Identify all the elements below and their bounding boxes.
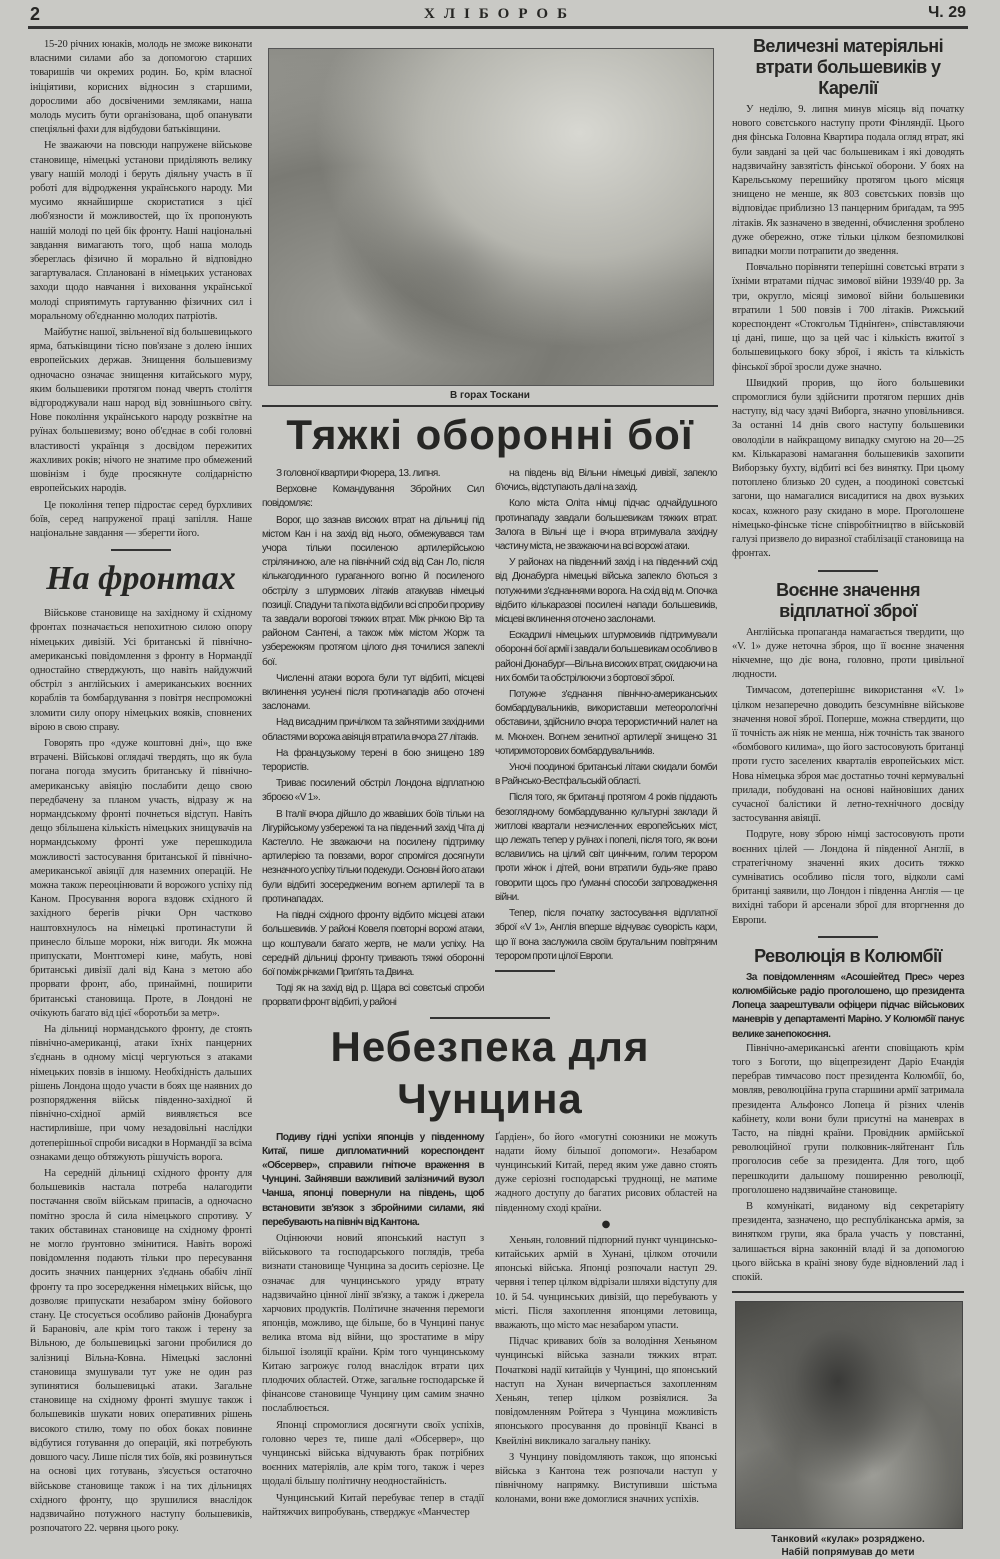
paragraph: Північно-американські аґенти сповіщають крім того з Боготи, що віцепрезидент Даріо Ечандія перебрав тимчасово пост президента Колюмбії, бо, мовляв, революційна група старшини армії затримала президента Альфонсо Лопеца й різних членів кабінету, коли вони були присутні на маневрах в Тасто, на півдні країни. Провідник армійської революційної групи полковник-ляйтенант Ґіль проголосив себе за президента. Для того, щоб перешкодити дальшому поширенню революції, проголошено надзвичайне становище.	[732, 1042, 964, 1196]
retaliation-headline: Воєнне значення відплатної зброї	[776, 579, 920, 621]
paragraph: Ескадрилі німецьких штурмовиків підтримували оборонні бої армії і завдали большевикам особливо в районі Дюнабург—Вільна високих втрат, скидаючи на них бомби та обстрілюючи з бортової зброї.	[495, 630, 717, 684]
paragraph: У районах на південний захід і на південний схід від Дюнабурга німецькі війська запекло б'ються з потужними з'єднаннями ворога. На схід від м. Опочка відбито кількаразові посилені напади большевиків, місцеві вклинення оточено заслонами.	[495, 557, 717, 626]
chungking-col2	[495, 1131, 717, 1508]
paragraph: На французькому терені в бою знищено 189 терористів.	[262, 747, 484, 774]
bullet-separator: ●	[601, 1218, 611, 1230]
paragraph: Подруге, нову зброю німці застосовують проти воєнних цілей — Лондона й південної Англії, в стратегічному значенні яких досить тяжко сумніватись особливо після того, відколи самі британці заявили, що Лондон і південна Англія — це вихідні табори й арсенали зброї для вторгнення до Европи.	[732, 829, 964, 926]
paragraph: Майбутнє нашої, звільненої від большевицького ярма, батьківщини тісно пов'язане з долею інших европейських держав. Знищення большевизму одночасно означає знищення китайського муру, яким большевики протягом понад чверть століття відгороджували наш народ від зовнішнього світу. Нове покоління українського народу розквітне на руїнах большевизму; воно об'єднає в собі головні властивості українця з досвідом пережитих жахливих років; нічого не знатиме про обмежений шовінізм і буде просякнуте солідарністю европейських народів.	[30, 327, 252, 495]
paragraph: Тоді як на захід від р. Щара всі совєтські спроби прорвати фронт відбиті, у районі	[262, 983, 484, 1009]
paragraph: В Італії вчора дійшло до жвавіших боїв тільки на Лігурійському узбережжі та на південний захід Чіта ді Кастелло. Не зважаючи на посилену підтримку артилерією та повзами, ворог спромігся досягнути незначного успіху тільки подекуди. Основні його атаки були відбиті зосередженим вогнем артилерії та в протинападах.	[262, 808, 484, 905]
paragraph: Не зважаючи на повсюди напружене військове становище, німецькі установи приділяють велику увагу нашій молоді і беруть діяльну участь в її роботі для відродження українського народу. Ми мусимо якнайширше скористатися з цієї люб'язности й можливостей, що їх пропонують нашій молоді по цей бік фронту. Наші національні завдання вимагають того, щоб наша молодь збереглась фізично й морально й відповідно загартувалася. Сплановані в німецьких установах заходи щодо навчання і виховання української молоді сприятимуть гартуванню фізичних сил і моральному об'єднанню молодих патріотів.	[30, 140, 252, 322]
newspaper-title: ХЛІБОРОБ	[424, 6, 576, 22]
paragraph: З головної квартири Фюрера, 13. липня.	[276, 468, 440, 479]
article-text	[495, 467, 717, 964]
middle-area	[262, 48, 718, 1520]
heavy-battles-col2	[495, 467, 717, 972]
article-text	[262, 1232, 484, 1520]
divider	[818, 936, 878, 938]
paragraph: Тимчасом, дотеперішнє використання «V. 1» цілком незаперечно доводить безсумнівне військове значення нової зброї. Поперше, можна ствердити, що її точність аж ніяк не менша, ніж точність так званого «бомбового килима», що його застосовують британці проти густо заселених кварталів европейських міст. Нова німецька зброя має достатньо точні кермувальні прилади, побудовані на основі найновіших даних сучасної балістики й летно-технічного досвіду застосування авіяції.	[732, 685, 964, 825]
colombia-article	[732, 1042, 964, 1285]
divider	[818, 570, 878, 572]
caption-line: Набій попрямував до мети	[781, 1547, 915, 1559]
article-text	[262, 467, 484, 1011]
paragraph: Численні атаки ворога були тут відбиті, місцеві вклинення усунені після протинападів або оточені заслонами.	[262, 672, 484, 713]
heavy-battles-headline: Тяжкі оборонні бої	[286, 411, 694, 458]
soldier-photo-caption	[732, 1533, 964, 1559]
colombia-headline: Революція в Колюмбії	[754, 945, 942, 966]
divider	[111, 549, 171, 551]
colombia-lead: За повідомленням «Асошіейтед Прес» через колюмбійське радіо проголошено, що президента Лопеца заарештували офіцери підчас військових маневрів у департаменті Маріно. У Колюмбії панує велике занепокоєння.	[732, 971, 964, 1040]
issue-number: Ч. 29	[928, 4, 966, 21]
paragraph: на південь від Вільни німецькі дивізії, запекло б'ючись, відступають далі на захід.	[495, 468, 717, 494]
paragraph: З Чунцину повідомляють також, що японські війська з Кантона теж розпочали наступ у північному напрямку. Виступивши шістьма колонами, вони вже домоглися значних успіхів.	[495, 1451, 717, 1506]
paragraph: В комунікаті, виданому від секретаріяту президента, зазначено, що республіканська армія, за винятком групи, яка брала участь у повстанні, залишається вірна законній владі й за допомогою цього війська в країні знову буде відновлений лад і спокій.	[732, 1201, 964, 1284]
youth-article	[30, 38, 252, 541]
paragraph: Потужне з'єднання північно-американських бомбардувальників, використавши метеорологічні обставини, здійснило вчора терористичний налет на м. Мюнхен. Вогнем зенитної артилерії знищено 31 чотиримоторових бомбардувальників.	[495, 689, 717, 757]
chungking-headline: Небезпека для Чунцина	[330, 1022, 650, 1122]
paragraph: Коло міста Оліта німці підчас одчайдушного протинападу завдали большевикам тяжких втрат. Залога в Вільні ще і вчора втримувала західну частину міста, не зважаючи на всі ворожі атаки.	[495, 498, 717, 553]
paragraph: Після того, як британці протягом 4 років піддають безоглядному бомбардуванню культурні заклади й житлові квартали незчисленних европейських міст, що лежать тепер у руїнах і попелі, після того, як вони вславились на цілий світ цинічним, голим терором проти жінок і дітей, вони втратили будь-яке право говорити щось про ґуманні способи запровадження війни.	[495, 792, 717, 903]
tuscany-photo	[268, 48, 714, 386]
soldier-photo	[735, 1301, 963, 1529]
paragraph: У неділю, 9. липня минув місяць від початку нового совєтського наступу проти Фінляндії. Цього дня фінська Головна Квартира подала огляд втрат, які були завдані за цей час большевикам і які доводять надзвичайну завзятість фінської оборони. У боях на Карельському перешийку протягом цього місяця знищено не менше, як 803 совєтських повзів що відповідає приблизно 13 панцерним бриґадам, та 995 літаків. Як зазначено в зведенні, обчислення зроблено дуже обережно, отже тільки цілком безпомилкові випадки могли потрапити до зведення.	[732, 104, 964, 258]
fronts-headline: На фронтах	[46, 560, 236, 598]
paragraph: Ворог, що зазнав високих втрат на дільниці під містом Кан і на захід від нього, обмежувався там учора тільки посиленою артилерійською стріляниною, але на північний схід від Сан Ло, після кількагодинного гураганного вогню й посиленого обстрілу з штурмових літаків атакував німецькі позиції. Спадуни та піхота відбили всі спроби прориву та завдали ворогові тяжких втрат. Між річкою Вір та районом Сантені, а також між містом Жорж та узбережжям протягом цілого дня точилися запеклі бої.	[262, 514, 484, 668]
paragraph: 15-20 річних юнаків, молодь не зможе виконати власними силами або за допомогою старших товаришів чи окремих родин. Бо, крім власної ініціятиви, корисних відносин з старшими, дорослими або досвіченими земляками, наша молодь мусить бути організована, щоб опанувати спеціяльні фахи для відбудови батьківщини.	[30, 39, 252, 136]
divider	[430, 1017, 550, 1019]
chungking-col1	[262, 1131, 484, 1520]
divider	[495, 970, 555, 972]
paragraph: Військове становище на західному й східному фронтах позначається непохитною силою опору німецьких дивізій. Усі британські й північно-американські повідомлення з фронту в Нормандії одностайно стверджують, що навіть найдужчий обстріл з англійських і американських воєнних кораблів та бомбардування з повітря неспроможні зломити силу опору німецьких вояків, сповнених вірою в свою справу.	[30, 608, 252, 733]
paragraph: Тепер, після початку застосування відплатної зброї «V 1», Англія вперше відчуває суворість кари, що її вона заслужила своїм брутальним повітряним терором проти цілої Европи.	[495, 908, 717, 962]
karelia-headline: Величезні матеріяльні втрати большевиків у Карелії	[753, 36, 943, 98]
article-text	[495, 1234, 717, 1508]
paragraph: Повчально порівняти теперішні совєтські втрати з їхніми втратами підчас зимової війни 1939/40 рр. За три, округло, місяці зимової війни большевики втратили 1 500 повзів і 700 літаків. Рижський кореспондент «Стокгольм Тіднінґен», співставляючи ці дані, пише, що за цей час і кількість вжитої з большевицького боку зброї, і якість та кількість фінської зброї зросли дуже значно.	[732, 262, 964, 373]
paragraph: Швидкий прорив, що його большевики спромоглися були здійснити протягом перших днів наступу, від часу здачі Виборга, значно уповільнився. За останні 14 днів свого наступу большевики оволоділи в найкращому випадку смугою на 20—25 км. Кількаразові намагання большевиків захопити Виборзьку бухту, відбиті всі без винятку. При цьому потоплено близько 20 суден, а поодинокі совєтські загони, що намагалися висадитися на двох вузьких косах, кожного разу скидано в море. Проголошене німецько-фінське тісне співробітництво в військовій галузі призвело до виразної стабілізації становища на фронтах.	[732, 377, 964, 560]
paragraph: Хеньян, головний підпорний пункт чунцинсько-китайських армій в Хунані, цілком оточили японські війська. Японці розпочали наступ 29. червня і тепер цілком відрізали шляхи відступу для 10. й 54. чунцинських дивізій, що перебувають у місті. Після захоплення японцями летовища, вважають, що місто має незабаром упасти.	[495, 1234, 717, 1331]
caption-line: Танковий «кулак» розряджено.	[771, 1534, 925, 1546]
paragraph: Чунцинський Китай перебуває тепер в стадії найтяжчих випробувань, стверджує «Манчестер	[262, 1492, 484, 1518]
paragraph: Верховне Командування Збройних Сил повідомляє:	[262, 484, 484, 510]
right-column	[732, 36, 964, 1559]
divider	[732, 1291, 964, 1293]
karelia-article	[732, 103, 964, 562]
fronts-article	[30, 607, 252, 1536]
paragraph: Оцінюючи новий японський наступ з військового та господарського поглядів, треба визнати становище Чунцина за досить серіозне. Це означає для чунцинського уряду втрату надзвичайно цінної лінії зв'язку, а також і джерела харчових продуктів. Політичне значення перемоги японців, можливо, ще більше, бо в Чунцині панує велика втома від війни, що зростатиме в міру більшої ізоляції країни. Крім того чунцинському Китаю загрожує голод внаслідок втрати цих плодючих областей. Отже, загальне господарське й фінансове становище Чунцину цим самим значно послаблюється.	[262, 1232, 484, 1415]
article-text: Ґардіен», бо його «могутні союзники не можуть надати йому більшої допомоги». Незабаром чунцинський Китай, перед яким уже давно стоять дуже серіозні господарські труднощі, не матиме жадного доступу до багатих рисових областей на південному сході країни.	[495, 1131, 717, 1214]
paragraph: Триває посилений обстріл Лондона відплатною зброєю «V 1».	[262, 778, 484, 804]
heavy-battles-col1	[262, 467, 484, 1011]
paragraph: Говорять про «дуже коштовні дні», що вже втрачені. Військові оглядачі твердять, що як була погана погода змусить британську й північно-американську авіяцію послабити дещо свою передбачену за планом участь, відразу ж на нормандському фронті почнеться відступ. Навіть дещо збільшена кількість німецьких знищувачів на нормандському фронті уже перешкодила можливості застосування британської й північно-американської авіяції для наземних операцій. Не можна також переоцінювати й ворожого успіху під Каном. Просування ворога вздовж східного й західного берегів річки Орн частково наштовхнулось на німецькі протинаступи й принесло більше мороки, ніж вигоди. Як можна припускати, Монтгомері кине, мабуть, нові британські дивізії далі від Кана з метою або прорвати фронт, або, принаймні, поширити британські становища. Проте, в Лондоні не очікують багато від цієї «боротьби за метр».	[30, 737, 252, 1019]
header-rule	[28, 26, 968, 29]
tuscany-photo-caption: В горах Тоскани	[450, 390, 530, 401]
paragraph: Підчас кривавих боїв за володіння Хеньяном чунцинські війська зазнали тяжких втрат. Початкові надії китайців у Чунцині, що японський наступ на Хунан вичерпається захопленням Хеньян, тепер цілком розвіялися. За повідомленням Ройтера з Чунцина можливість японського просування до провінції Квансі в Квейліні викликало загальну паніку.	[495, 1336, 717, 1447]
paragraph: Японці спромоглися досягнути своїх успіхів, головно через те, пише далі «Обсервер», що чунцинські війська відчувають брак потрібних воєнних матеріялів, але крім того, також і через щодалі більшу політичну неодностайність.	[262, 1419, 484, 1488]
paragraph: На півдні східного фронту відбито місцеві атаки большевиків. У районі Ковеля повторні ворожі атаки, що коштували багато жертв, не мали успіху. На середній дільниці фронту тривають тяжкі оборонні бої поміж річками Прип'ять та Двина.	[262, 910, 484, 978]
page-number: 2	[30, 4, 41, 24]
left-column	[30, 38, 252, 1536]
paragraph: Англійська пропаганда намагається твердити, що «V. 1» дуже неточна зброя, що її воєнне значення нікчемне, що діє вона, головно, проти цивільної людности.	[732, 626, 964, 681]
paragraph: Уночі поодинокі британські літаки скидали бомби в Райнсько-Вестфальській області.	[495, 762, 717, 788]
chungking-lead: Подиву гідні успіхи японців у південному Китаї, пише дипломатичний кореспондент «Обсервер», справили гнітюче враження в Чунцині. Зайнявши важливий залізничий вузол Чанша, японці повернули на південь, щоб встановити зв'язок з збройними силами, які перебувають на північ від Кантона.	[262, 1131, 484, 1228]
paragraph: Це покоління тепер підростає серед бурхливих боїв, серед напруженої праці запілля. Наше національне завдання — зберегти його.	[30, 499, 252, 539]
retaliation-article	[732, 626, 964, 928]
paragraph: На середній дільниці східного фронту для большевиків настала потреба налагодити постачання своїм військам припасів, а одночасно помітно зросла й сила німецького спротиву. У таких обставинах становище на східному фронті не могло ґрунтовно змінитися. Навіть ворожі повідомлення подають тільки про пересування досить значних панцерних з'єднань обабіч лінії фронту та про зосередження німецьких військ, що дозволяє припускати незабаром зміну бойового стану. Це стосується особливо районів Дюнабурга й Барановіч, але крім того також і терену за Вільною, де большевицькі загони пробилися до залізниці Вільна-Ковна. Німецькі заслонні становища змушували тут уже не один раз зупинятися большевицькі атаки. Загальне становище на східному фронті змушує також і большевиків шукати нових оперативних рішень високого стилю, тому по обох боках повинне відбутися готування до операцій, які потребують довшого часу. Лише після тих боїв, які розвинуться на основі цих готувань, з'ясується остаточно військове становище також і на тих дільницях східного фронту, що зрушилися внаслідок надзвичайно потужного наступу большевиків, розпочатого 22. червня цього року.	[30, 1168, 252, 1535]
divider	[262, 405, 718, 407]
paragraph: На дільниці нормандського фронту, де стоять північно-американці, атаки їхніх панцерних з'єднань в одному місці чергуються з атаками німецьких повзів в іншому. Необхідність дальших рішень Лондона щодо участи в боях ще наявних до розпорядження військ південно-західної й північно-східної армій виявляється все настирливіше, при чому незадовільні наслідки дотеперішньої спроби висадки в Нормандії за всіма ознаками дещо обтяжують рішучість ворога.	[30, 1024, 253, 1163]
paragraph: Над висадним причілком та зайнятими західними областями ворожа авіяція втратила вчора 27 літаків.	[262, 717, 484, 743]
